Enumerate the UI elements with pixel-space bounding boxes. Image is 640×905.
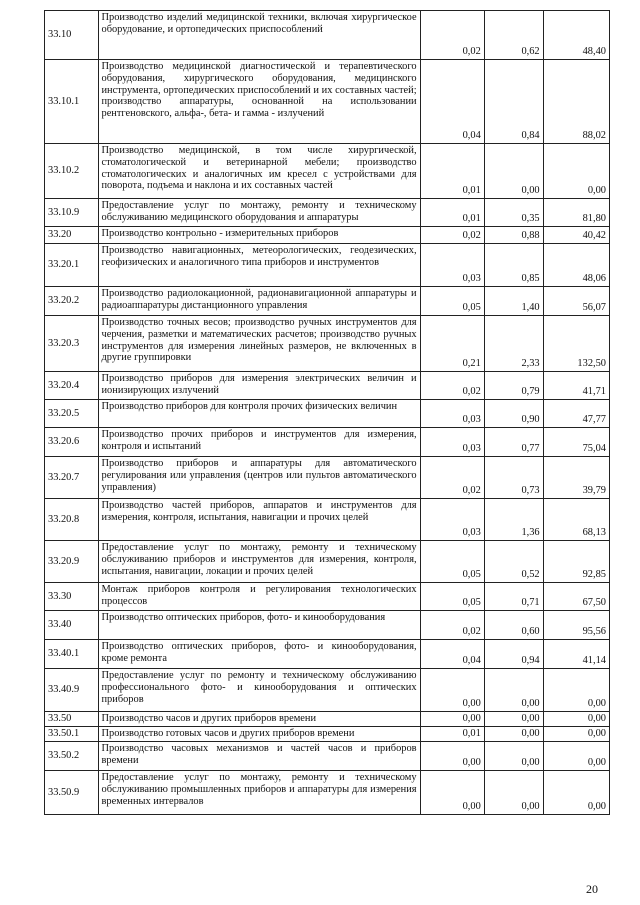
code-cell: 33.40.9 (45, 669, 99, 712)
table-row (45, 11, 610, 60)
table-row (45, 316, 610, 372)
value-1-cell: 0,05 (420, 583, 484, 611)
table-row (45, 372, 610, 400)
code-cell: 33.40.1 (45, 640, 99, 669)
value-3-cell: 48,06 (543, 244, 609, 287)
value-1-cell: 0,04 (420, 640, 484, 669)
description-cell: Монтаж приборов контроля и регулирования технологических процессов (98, 583, 420, 611)
value-3-cell: 0,00 (543, 144, 609, 199)
code-cell: 33.20.5 (45, 400, 99, 428)
value-3-cell: 41,71 (543, 372, 609, 400)
value-1-cell: 0,02 (420, 11, 484, 60)
description-cell: Предоставление услуг по монтажу, ремонту и техническому обслуживанию приборов и инструментов для измерения, контроля, испытания, навигации, локации и прочих целей (98, 541, 420, 583)
code-cell: 33.20.1 (45, 244, 99, 287)
value-2-cell: 0,62 (484, 11, 543, 60)
table-row (45, 727, 610, 742)
value-3-cell: 67,50 (543, 583, 609, 611)
code-cell: 33.50 (45, 712, 99, 727)
table-row (45, 771, 610, 815)
value-1-cell: 0,00 (420, 712, 484, 727)
table-row (45, 712, 610, 727)
value-2-cell: 0,73 (484, 457, 543, 499)
value-3-cell: 39,79 (543, 457, 609, 499)
table-row (45, 583, 610, 611)
description-cell: Производство оптических приборов, фото- и кинооборудования (98, 611, 420, 640)
table-row (45, 669, 610, 712)
value-2-cell: 0,00 (484, 727, 543, 742)
description-cell: Производство медицинской диагностической и терапевтического оборудования, хирургического оборудования, медицинского инструмента, ортопедических приспособлений и их составных частей; производство аппаратуры, основанной на использовании рентгеновского, альфа-, бета- и гамма - излучений (98, 60, 420, 144)
table-row (45, 611, 610, 640)
value-3-cell: 56,07 (543, 287, 609, 316)
description-cell: Предоставление услуг по монтажу, ремонту и техническому обслуживанию медицинского оборудования и аппаратуры (98, 199, 420, 227)
value-3-cell: 88,02 (543, 60, 609, 144)
value-2-cell: 0,60 (484, 611, 543, 640)
value-2-cell: 0,94 (484, 640, 543, 669)
code-cell: 33.20.9 (45, 541, 99, 583)
value-2-cell: 0,00 (484, 742, 543, 771)
description-cell: Производство медицинской, в том числе хирургической, стоматологической и ветеринарной мебели; производство стоматологических и аналогичных им кресел с устройствами для поворота, подъема и наклона и их составных частей (98, 144, 420, 199)
code-cell: 33.20.8 (45, 499, 99, 541)
table-body (45, 11, 610, 815)
value-3-cell: 95,56 (543, 611, 609, 640)
code-cell: 33.20.3 (45, 316, 99, 372)
value-3-cell: 68,13 (543, 499, 609, 541)
code-cell: 33.20 (45, 227, 99, 244)
value-3-cell: 0,00 (543, 742, 609, 771)
value-1-cell: 0,03 (420, 428, 484, 457)
value-2-cell: 0,77 (484, 428, 543, 457)
value-3-cell: 132,50 (543, 316, 609, 372)
value-3-cell: 0,00 (543, 771, 609, 815)
value-3-cell: 81,80 (543, 199, 609, 227)
description-cell: Предоставление услуг по монтажу, ремонту и техническому обслуживанию промышленных приборов и аппаратуры для измерения временных интервалов (98, 771, 420, 815)
value-2-cell: 1,40 (484, 287, 543, 316)
value-3-cell: 0,00 (543, 669, 609, 712)
value-1-cell: 0,03 (420, 400, 484, 428)
description-cell: Производство приборов для контроля прочих физических величин (98, 400, 420, 428)
table-row (45, 742, 610, 771)
value-1-cell: 0,01 (420, 199, 484, 227)
code-cell: 33.50.9 (45, 771, 99, 815)
value-1-cell: 0,02 (420, 611, 484, 640)
value-2-cell: 0,00 (484, 712, 543, 727)
description-cell: Предоставление услуг по ремонту и техническому обслуживанию профессионального фото- и кинооборудования и оптических приборов (98, 669, 420, 712)
code-cell: 33.50.2 (45, 742, 99, 771)
description-cell: Производство часовых механизмов и частей часов и приборов времени (98, 742, 420, 771)
value-1-cell: 0,01 (420, 144, 484, 199)
code-cell: 33.10.9 (45, 199, 99, 227)
value-2-cell: 0,71 (484, 583, 543, 611)
description-cell: Производство навигационных, метеорологических, геодезических, геофизических и аналогичного типа приборов и инструментов (98, 244, 420, 287)
value-1-cell: 0,03 (420, 499, 484, 541)
description-cell: Производство частей приборов, аппаратов и инструментов для измерения, контроля, испытания, навигации и прочих целей (98, 499, 420, 541)
code-cell: 33.20.7 (45, 457, 99, 499)
description-cell: Производство изделий медицинской техники, включая хирургическое оборудование, и ортопедических приспособлений (98, 11, 420, 60)
value-2-cell: 0,84 (484, 60, 543, 144)
value-1-cell: 0,05 (420, 541, 484, 583)
table-row (45, 499, 610, 541)
table-row (45, 541, 610, 583)
description-cell: Производство радиолокационной, радионавигационной аппаратуры и радиоаппаратуры дистанционного управления (98, 287, 420, 316)
value-2-cell: 0,85 (484, 244, 543, 287)
description-cell: Производство прочих приборов и инструментов для измерения, контроля и испытаний (98, 428, 420, 457)
value-1-cell: 0,04 (420, 60, 484, 144)
value-1-cell: 0,03 (420, 244, 484, 287)
value-1-cell: 0,01 (420, 727, 484, 742)
code-cell: 33.10 (45, 11, 99, 60)
value-1-cell: 0,02 (420, 372, 484, 400)
description-cell: Производство часов и других приборов времени (98, 712, 420, 727)
value-3-cell: 0,00 (543, 727, 609, 742)
code-cell: 33.50.1 (45, 727, 99, 742)
data-table (44, 10, 610, 815)
table-row (45, 400, 610, 428)
value-3-cell: 48,40 (543, 11, 609, 60)
value-2-cell: 2,33 (484, 316, 543, 372)
value-1-cell: 0,02 (420, 457, 484, 499)
value-3-cell: 75,04 (543, 428, 609, 457)
value-3-cell: 41,14 (543, 640, 609, 669)
description-cell: Производство приборов и аппаратуры для автоматического регулирования или управления (центров или пультов автоматического управления) (98, 457, 420, 499)
description-cell: Производство контрольно - измерительных приборов (98, 227, 420, 244)
value-2-cell: 0,00 (484, 771, 543, 815)
code-cell: 33.20.4 (45, 372, 99, 400)
table-row (45, 60, 610, 144)
table-row (45, 640, 610, 669)
value-1-cell: 0,02 (420, 227, 484, 244)
value-3-cell: 40,42 (543, 227, 609, 244)
value-2-cell: 0,52 (484, 541, 543, 583)
value-3-cell: 92,85 (543, 541, 609, 583)
description-cell: Производство точных весов; производство ручных инструментов для черчения, разметки и математических расчетов; производство ручных инструментов для измерения линейных размеров, не включенных в другие группировки (98, 316, 420, 372)
code-cell: 33.20.6 (45, 428, 99, 457)
value-3-cell: 47,77 (543, 400, 609, 428)
code-cell: 33.30 (45, 583, 99, 611)
value-2-cell: 0,88 (484, 227, 543, 244)
value-1-cell: 0,21 (420, 316, 484, 372)
description-cell: Производство готовых часов и других приборов времени (98, 727, 420, 742)
code-cell: 33.10.2 (45, 144, 99, 199)
value-1-cell: 0,00 (420, 669, 484, 712)
table-row (45, 144, 610, 199)
value-2-cell: 0,00 (484, 669, 543, 712)
table-row (45, 227, 610, 244)
table-row (45, 457, 610, 499)
value-2-cell: 0,90 (484, 400, 543, 428)
table-row (45, 199, 610, 227)
value-1-cell: 0,00 (420, 742, 484, 771)
value-3-cell: 0,00 (543, 712, 609, 727)
value-2-cell: 1,36 (484, 499, 543, 541)
table-row (45, 287, 610, 316)
value-2-cell: 0,79 (484, 372, 543, 400)
table-row (45, 244, 610, 287)
code-cell: 33.10.1 (45, 60, 99, 144)
value-2-cell: 0,00 (484, 144, 543, 199)
description-cell: Производство оптических приборов, фото- и кинооборудования, кроме ремонта (98, 640, 420, 669)
page-number: 20 (586, 882, 598, 896)
value-1-cell: 0,00 (420, 771, 484, 815)
value-1-cell: 0,05 (420, 287, 484, 316)
value-2-cell: 0,35 (484, 199, 543, 227)
description-cell: Производство приборов для измерения электрических величин и ионизирующих излучений (98, 372, 420, 400)
code-cell: 33.20.2 (45, 287, 99, 316)
code-cell: 33.40 (45, 611, 99, 640)
table-row (45, 428, 610, 457)
